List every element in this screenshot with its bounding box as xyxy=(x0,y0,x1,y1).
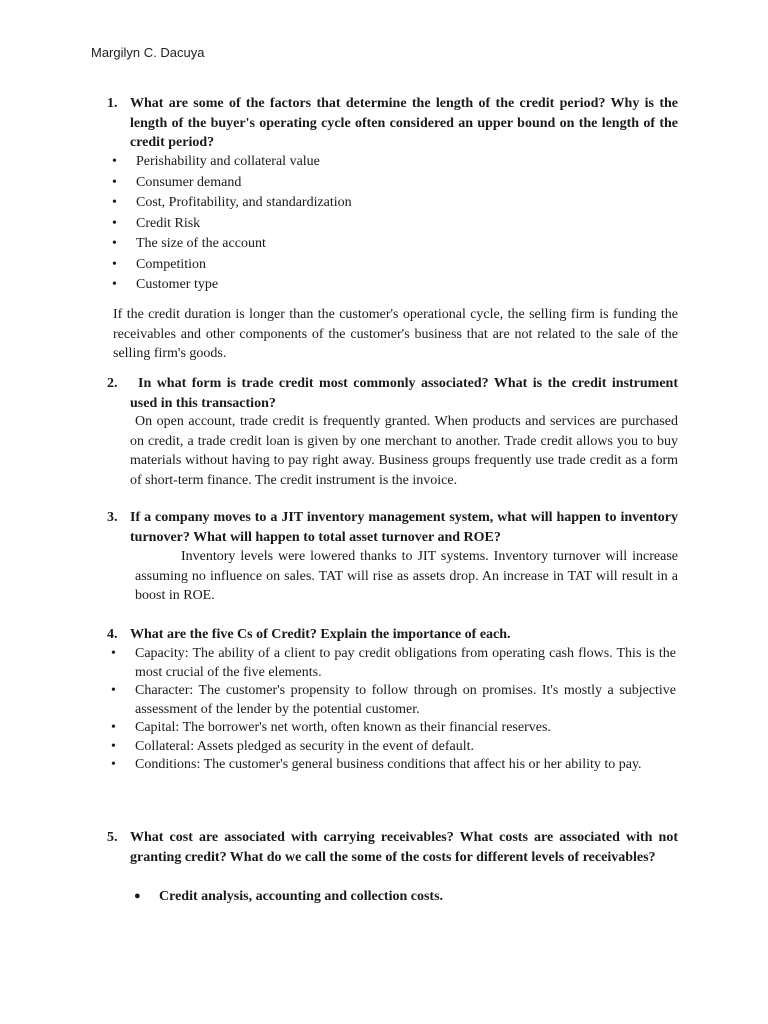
bullet-icon: • xyxy=(112,154,117,169)
list-item: • Consumer demand xyxy=(136,173,676,194)
question-4-bullet-list xyxy=(111,645,676,775)
bullet-icon: • xyxy=(112,215,117,231)
bullet-icon: • xyxy=(111,738,116,754)
question-1-answer: If the credit duration is longer than the customer's operational cycle, the selling firm is funding the receivables and other components of the customer's business that are not related to the sale of the selling firm's goods. xyxy=(113,307,678,361)
question-4 xyxy=(107,625,678,645)
question-5-number: 5. xyxy=(107,830,118,845)
list-item: • Customer type xyxy=(136,275,676,296)
bullet-icon: • xyxy=(112,256,117,272)
bullet-icon: • xyxy=(111,683,116,698)
question-2-number: 2. xyxy=(107,376,118,391)
question-1 xyxy=(107,94,678,153)
question-5-bullet-list xyxy=(134,887,676,907)
question-4-text: What are the five Cs of Credit? Explain the importance of each. xyxy=(130,627,511,642)
bullet-icon: • xyxy=(111,646,116,661)
bullet-icon: • xyxy=(111,720,116,735)
question-1-bullet-list xyxy=(112,152,676,296)
list-item: • Competition xyxy=(136,255,676,276)
list-item: • Capacity: The ability of a client to pay credit obligations from operating cash flows. This is the most crucial of the five elements. xyxy=(111,646,676,680)
list-item: • Collateral: Assets pledged as security in the event of default. xyxy=(135,738,676,757)
question-1-number: 1. xyxy=(107,96,118,111)
list-item: • Capital: The borrower's net worth, often known as their financial reserves. xyxy=(135,719,676,738)
list-item: • Credit Risk xyxy=(136,214,676,235)
list-item: • Cost, Profitability, and standardization xyxy=(136,193,676,214)
question-2-answer: On open account, trade credit is frequently granted. When products and services are purchased on credit, a trade credit loan is given by one merchant to another. Trade credit allows you to buy materials without having to pay right away. Business groups frequently use trade credit as a form of short-term finance. The credit instrument is the invoice. xyxy=(130,414,678,488)
question-5-text: What cost are associated with carrying receivables? What costs are associated with not granting credit? What do we call the some of the costs for different levels of receivables? xyxy=(130,830,678,865)
bullet-icon: • xyxy=(112,277,117,292)
question-2-text: In what form is trade credit most commonly associated? What is the credit instrument used in this transaction? xyxy=(130,376,678,411)
question-4-number: 4. xyxy=(107,627,118,642)
bullet-icon: • xyxy=(112,174,117,190)
bullet-icon: • xyxy=(112,236,117,251)
list-item: • Conditions: The customer's general business conditions that affect his or her ability to pay. xyxy=(135,756,676,775)
list-item: • Character: The customer's propensity to follow through on promises. It's mostly a subjective assessment of the lender by the potential customer. xyxy=(111,683,676,717)
question-3-number: 3. xyxy=(107,510,118,525)
bullet-icon: • xyxy=(111,757,116,772)
bullet-icon: ● xyxy=(134,890,141,902)
list-item: • Perishability and collateral value xyxy=(136,152,676,173)
list-item: • The size of the account xyxy=(136,234,676,255)
question-3-text: If a company moves to a JIT inventory management system, what will happen to inventory turnover? What will happen to total asset turnover and ROE? xyxy=(130,510,678,545)
question-3-answer: Inventory levels were lowered thanks to JIT systems. Inventory turnover will increase assuming no influence on sales. TAT will rise as assets drop. An increase in TAT will result in a boost in ROE. xyxy=(135,549,678,603)
question-2 xyxy=(107,374,678,413)
question-3 xyxy=(107,508,678,547)
bullet-icon: • xyxy=(112,195,117,210)
author-name: Margilyn C. Dacuya xyxy=(91,45,205,60)
question-5 xyxy=(107,828,678,867)
list-item: ● Credit analysis, accounting and collection costs. xyxy=(159,887,676,907)
question-1-text: What are some of the factors that determine the length of the credit period? Why is the length of the buyer's operating cycle often considered an upper bound on the length of the credit period? xyxy=(130,96,678,150)
